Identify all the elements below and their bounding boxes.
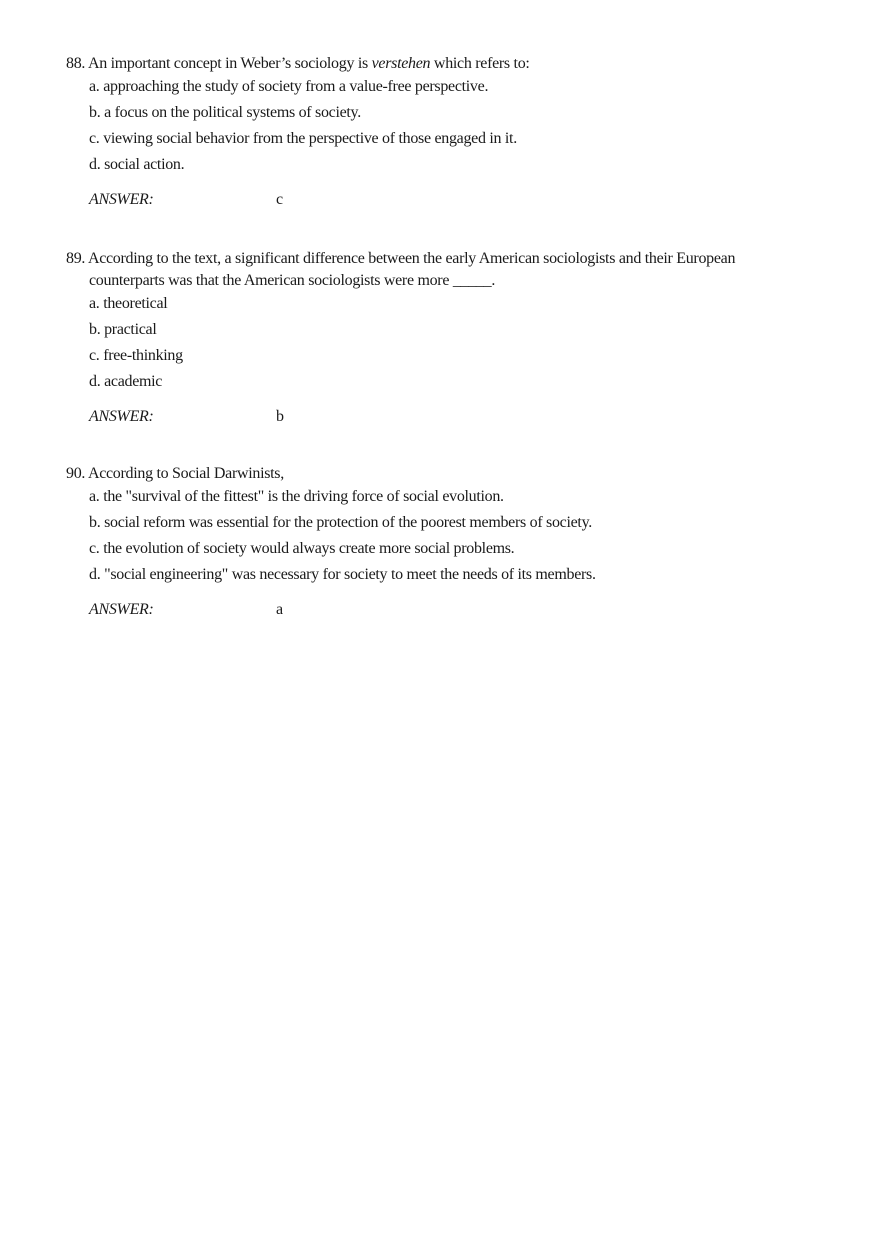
- question-number: 90.: [66, 465, 86, 482]
- option-b: b. practical: [89, 321, 157, 338]
- stem-text-line1: According to the text, a significant difference between the early American sociologists and their European: [87, 250, 736, 267]
- answer-row: [66, 189, 826, 211]
- answer-options: [66, 76, 826, 180]
- answer-options: [66, 293, 826, 397]
- option-c: c. free-thinking: [89, 347, 183, 364]
- question-89: [66, 248, 826, 428]
- option-c: c. viewing social behavior from the perspective of those engaged in it.: [89, 130, 517, 147]
- answer-label: ANSWER:: [89, 191, 154, 208]
- question-stem: [66, 248, 826, 292]
- answer-row: [66, 599, 826, 621]
- stem-text-line2: counterparts was that the American sociologists were more _____.: [89, 272, 496, 289]
- option-b: b. social reform was essential for the protection of the poorest members of society.: [89, 514, 592, 531]
- question-number: 89.: [66, 250, 86, 267]
- option-d: d. "social engineering" was necessary for society to meet the needs of its members.: [89, 566, 596, 583]
- question-number: 88.: [66, 55, 86, 72]
- option-b: b. a focus on the political systems of society.: [89, 104, 361, 121]
- question-stem: [66, 463, 826, 485]
- option-d: d. social action.: [89, 156, 185, 173]
- answer-options: [66, 486, 826, 590]
- question-90: [66, 463, 826, 621]
- answer-value: c: [276, 191, 283, 208]
- option-a: a. theoretical: [89, 295, 168, 312]
- stem-text-after: which refers to:: [430, 55, 530, 72]
- option-a: a. the "survival of the fittest" is the driving force of social evolution.: [89, 488, 504, 505]
- answer-value: b: [276, 408, 284, 425]
- stem-term: verstehen: [371, 55, 431, 72]
- question-stem: [66, 53, 826, 75]
- stem-text: According to Social Darwinists,: [87, 465, 284, 482]
- answer-label: ANSWER:: [89, 408, 154, 425]
- answer-row: [66, 406, 826, 428]
- answer-value: a: [276, 601, 283, 618]
- option-c: c. the evolution of society would always create more social problems.: [89, 540, 515, 557]
- question-88: [66, 53, 826, 211]
- option-a: a. approaching the study of society from a value-free perspective.: [89, 78, 489, 95]
- option-d: d. academic: [89, 373, 163, 390]
- stem-text-before: An important concept in Weber’s sociology is: [87, 55, 372, 72]
- answer-label: ANSWER:: [89, 601, 154, 618]
